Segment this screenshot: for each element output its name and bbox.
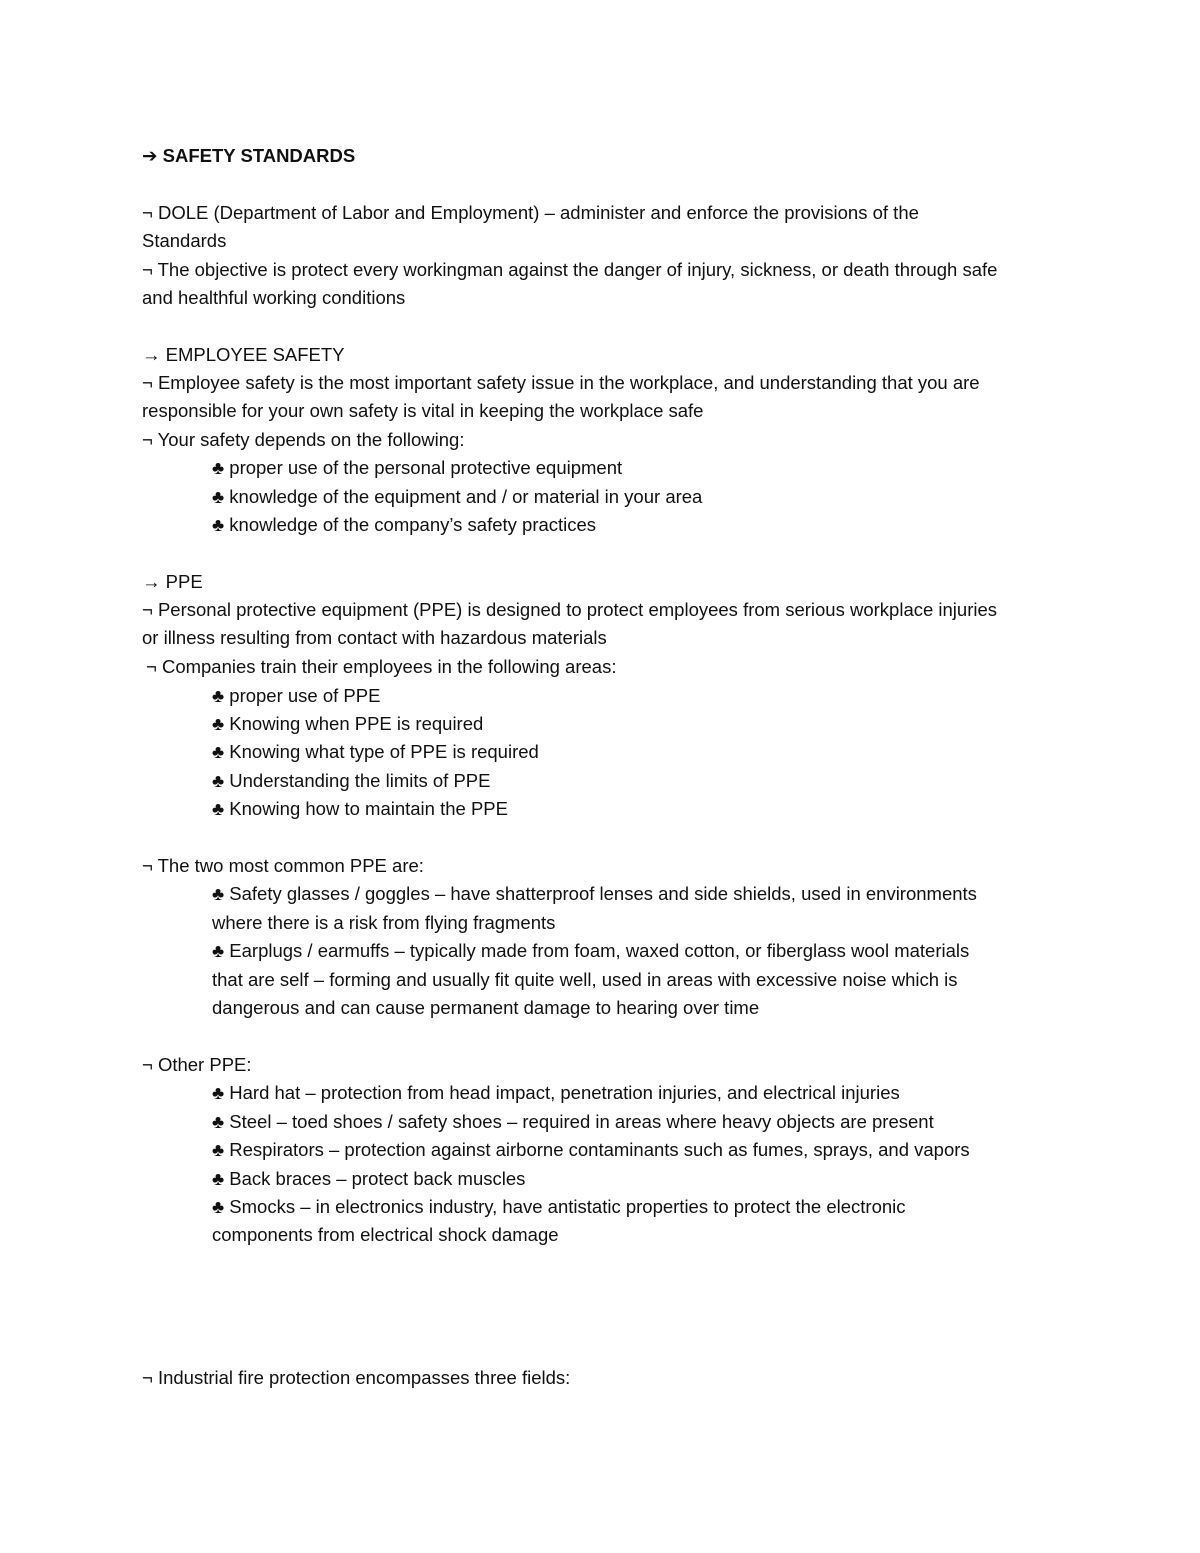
paragraph-text: Companies train their employees in the following areas: <box>161 656 617 677</box>
not-sign-marker: ¬ <box>146 656 157 677</box>
list-item-continuation <box>212 966 1072 994</box>
list-item <box>212 454 1072 482</box>
section-title: SAFETY STANDARDS <box>162 145 356 166</box>
list-item-text: that are self – forming and usually fit quite well, used in areas with excessive noise which is <box>212 969 958 990</box>
club-bullet-icon: ♣ <box>212 770 225 791</box>
list-item <box>212 738 1072 766</box>
list-item-text: Smocks – in electronics industry, have antistatic properties to protect the electronic <box>229 1196 906 1217</box>
paragraph-text: Personal protective equipment (PPE) is designed to protect employees from serious workplace injuries <box>157 599 998 620</box>
paragraph-line <box>142 397 1072 425</box>
list-item-text: Steel – toed shoes / safety shoes – required in areas where heavy objects are present <box>229 1111 934 1132</box>
paragraph-line <box>142 852 1072 880</box>
paragraph-line <box>142 369 1072 397</box>
not-sign-marker: ¬ <box>142 259 153 280</box>
not-sign-marker: ¬ <box>142 1054 153 1075</box>
section-heading-safety-standards <box>142 142 1072 170</box>
paragraph-text: The two most common PPE are: <box>157 855 424 876</box>
list-item <box>212 767 1072 795</box>
section-heading-ppe <box>142 568 1072 596</box>
section-heading-employee-safety <box>142 341 1072 369</box>
club-bullet-icon: ♣ <box>212 798 225 819</box>
paragraph-text: Other PPE: <box>157 1054 252 1075</box>
list-item-text: knowledge of the company’s safety practices <box>229 514 597 535</box>
section-title: PPE <box>165 571 203 592</box>
list-item <box>212 1079 1072 1107</box>
club-bullet-icon: ♣ <box>212 940 225 961</box>
club-bullet-icon: ♣ <box>212 486 225 507</box>
arrow-icon: ➔ <box>142 145 158 166</box>
club-bullet-icon: ♣ <box>212 1196 225 1217</box>
section-title: EMPLOYEE SAFETY <box>165 344 345 365</box>
paragraph-line <box>146 653 1076 681</box>
paragraph-line <box>142 596 1072 624</box>
not-sign-marker: ¬ <box>142 599 153 620</box>
list-item-text: Back braces – protect back muscles <box>229 1168 526 1189</box>
paragraph-line <box>142 284 1072 312</box>
paragraph-line <box>142 624 1072 652</box>
list-item <box>212 1165 1072 1193</box>
list-item <box>212 795 1072 823</box>
list-item-text: where there is a risk from flying fragments <box>212 912 556 933</box>
paragraph-text: and healthful working conditions <box>142 287 406 308</box>
list-item <box>212 1136 1072 1164</box>
club-bullet-icon: ♣ <box>212 1168 225 1189</box>
club-bullet-icon: ♣ <box>212 1139 225 1160</box>
list-item-continuation <box>212 994 1072 1022</box>
arrow-icon: → <box>142 571 161 592</box>
list-item <box>212 880 1072 908</box>
paragraph-text: The objective is protect every workingman against the danger of injury, sickness, or death through safe <box>157 259 998 280</box>
not-sign-marker: ¬ <box>142 429 153 450</box>
arrow-icon: → <box>142 344 161 365</box>
list-item-text: components from electrical shock damage <box>212 1224 559 1245</box>
paragraph-text: Employee safety is the most important safety issue in the workplace, and understanding that you are <box>157 372 980 393</box>
paragraph-text: DOLE (Department of Labor and Employment) – administer and enforce the provisions of the <box>157 202 919 223</box>
list-item-text: dangerous and can cause permanent damage to hearing over time <box>212 997 760 1018</box>
list-item <box>212 1108 1072 1136</box>
paragraph-line <box>142 199 1072 227</box>
list-item <box>212 511 1072 539</box>
list-item <box>212 483 1072 511</box>
list-item-text: Respirators – protection against airborne contaminants such as fumes, sprays, and vapors <box>229 1139 970 1160</box>
club-bullet-icon: ♣ <box>212 1082 225 1103</box>
paragraph-line <box>142 256 1072 284</box>
club-bullet-icon: ♣ <box>212 457 225 478</box>
not-sign-marker: ¬ <box>142 372 153 393</box>
list-item-text: Understanding the limits of PPE <box>229 770 491 791</box>
list-item-continuation <box>212 909 1072 937</box>
paragraph-line <box>142 1364 1072 1392</box>
list-item-text: Safety glasses / goggles – have shatterproof lenses and side shields, used in environments <box>229 883 977 904</box>
list-item-text: knowledge of the equipment and / or material in your area <box>229 486 703 507</box>
not-sign-marker: ¬ <box>142 202 153 223</box>
club-bullet-icon: ♣ <box>212 1111 225 1132</box>
paragraph-line <box>142 426 1072 454</box>
list-item <box>212 710 1072 738</box>
paragraph-text: Industrial fire protection encompasses three fields: <box>157 1367 571 1388</box>
list-item-text: Knowing how to maintain the PPE <box>229 798 508 819</box>
not-sign-marker: ¬ <box>142 855 153 876</box>
list-item <box>212 937 1072 965</box>
club-bullet-icon: ♣ <box>212 514 225 535</box>
list-item <box>212 1193 1072 1221</box>
list-item-text: proper use of PPE <box>229 685 381 706</box>
list-item-text: proper use of the personal protective equipment <box>229 457 623 478</box>
list-item-continuation <box>212 1221 1072 1249</box>
club-bullet-icon: ♣ <box>212 685 225 706</box>
list-item-text: Earplugs / earmuffs – typically made from foam, waxed cotton, or fiberglass wool materials <box>229 940 970 961</box>
not-sign-marker: ¬ <box>142 1367 153 1388</box>
paragraph-text: responsible for your own safety is vital in keeping the workplace safe <box>142 400 704 421</box>
club-bullet-icon: ♣ <box>212 883 225 904</box>
club-bullet-icon: ♣ <box>212 741 225 762</box>
list-item-text: Hard hat – protection from head impact, penetration injuries, and electrical injuries <box>229 1082 900 1103</box>
club-bullet-icon: ♣ <box>212 713 225 734</box>
paragraph-text: or illness resulting from contact with hazardous materials <box>142 627 607 648</box>
paragraph-line <box>142 227 1072 255</box>
paragraph-text: Your safety depends on the following: <box>157 429 465 450</box>
list-item-text: Knowing what type of PPE is required <box>229 741 539 762</box>
paragraph-line <box>142 1051 1072 1079</box>
list-item-text: Knowing when PPE is required <box>229 713 484 734</box>
list-item <box>212 682 1072 710</box>
paragraph-text: Standards <box>142 230 227 251</box>
